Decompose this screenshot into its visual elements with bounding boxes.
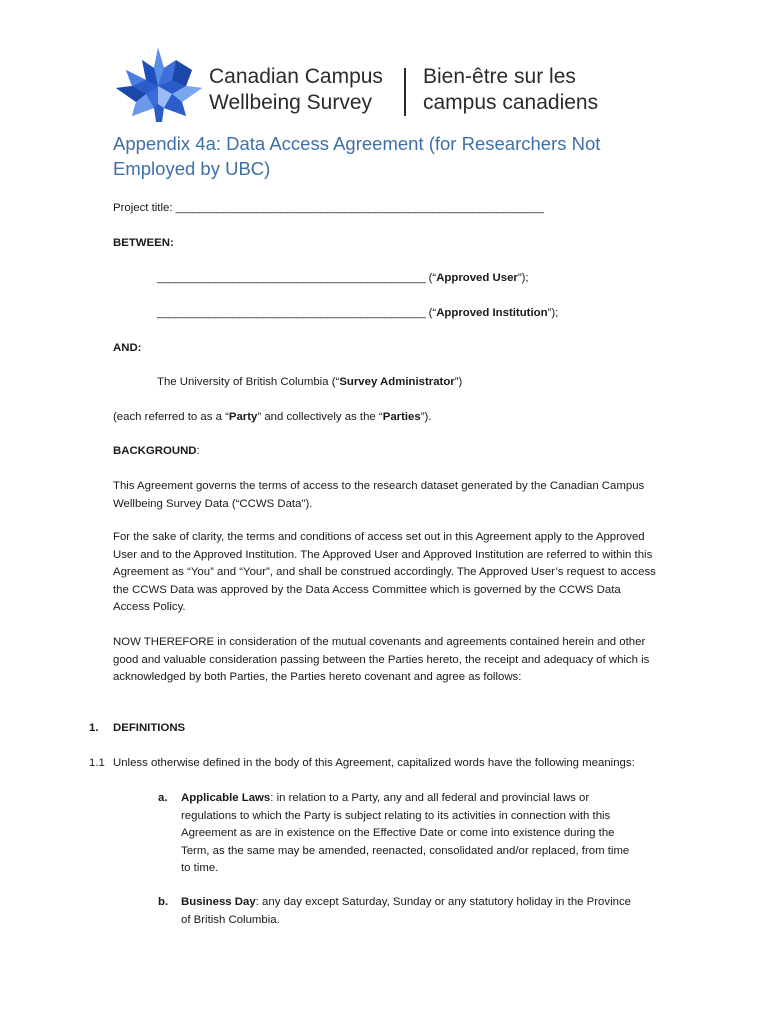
definition-business-day: b. Business Day: any day except Saturday, Sunday or any statutory holiday in the Province of British Columbia. [158, 896, 631, 926]
survey-logo [112, 44, 612, 124]
project-title-line: Project title: _______________________________________________________________ [113, 202, 544, 214]
background-paragraph-2: For the sake of clarity, the terms and conditions of access set out in this Agreement apply to the Approved User and to the Approved Institution. The Approved User and Approved Institution are referred to within this Agreement as “You” and “Your”, and shall be construed accordingly. The Approved User’s request to access the CCWS Data was approved by the Data Access Committee which is governed by the CCWS Data Access Policy. [113, 531, 656, 614]
logo-english-name: Canadian Campus Wellbeing Survey [209, 65, 383, 114]
approved-user-line: ______________________________________________ (“Approved User”); [157, 272, 529, 284]
background-heading: BACKGROUND: [113, 445, 200, 457]
approved-institution-line: ______________________________________________ (“Approved Institution”); [157, 307, 559, 319]
and-heading: AND: [113, 342, 142, 354]
approved-institution-blank: ______________________________________________ [157, 307, 426, 319]
between-heading: BETWEEN: [113, 237, 174, 249]
approved-user-blank: ______________________________________________ [157, 272, 426, 284]
background-paragraph-1: This Agreement governs the terms of access to the research dataset generated by the Canadian Campus Wellbeing Survey Data (“CCWS Data"). [113, 480, 645, 510]
logo-separator [404, 68, 406, 116]
logo-french-name: Bien-être sur les campus canadiens [423, 65, 599, 114]
parties-definition: (each referred to as a “Party” and collectively as the “Parties”). [113, 411, 432, 423]
survey-administrator-line: The University of British Columbia (“Survey Administrator”) [157, 376, 463, 388]
project-title-blank: _______________________________________________________________ [175, 202, 544, 214]
background-paragraph-3: NOW THEREFORE in consideration of the mutual covenants and agreements contained herein and other good and valuable consideration passing between the Parties hereto, the receipt and adequacy of which is acknowledged by both Parties, the Parties hereto covenant and agree as follows: [113, 636, 650, 684]
clause-1-1: 1.1 Unless otherwise defined in the body of this Agreement, capitalized words have the following meanings: [89, 757, 635, 769]
maple-leaf-icon [112, 46, 204, 122]
section-1-heading: 1. DEFINITIONS [89, 722, 186, 734]
definition-applicable-laws: a. Applicable Laws: in relation to a Party, any and all federal and provincial laws or regulations to which the Party is subject relating to its activities in connection with this Agreement as are in existence on the Effective Date or come into existence during the Term, as the same may be amended, reenacted, consolidated and/or replaced, from time to time. [158, 792, 630, 875]
document-title: Appendix 4a: Data Access Agreement (for Researchers Not Employed by UBC) [113, 133, 601, 179]
